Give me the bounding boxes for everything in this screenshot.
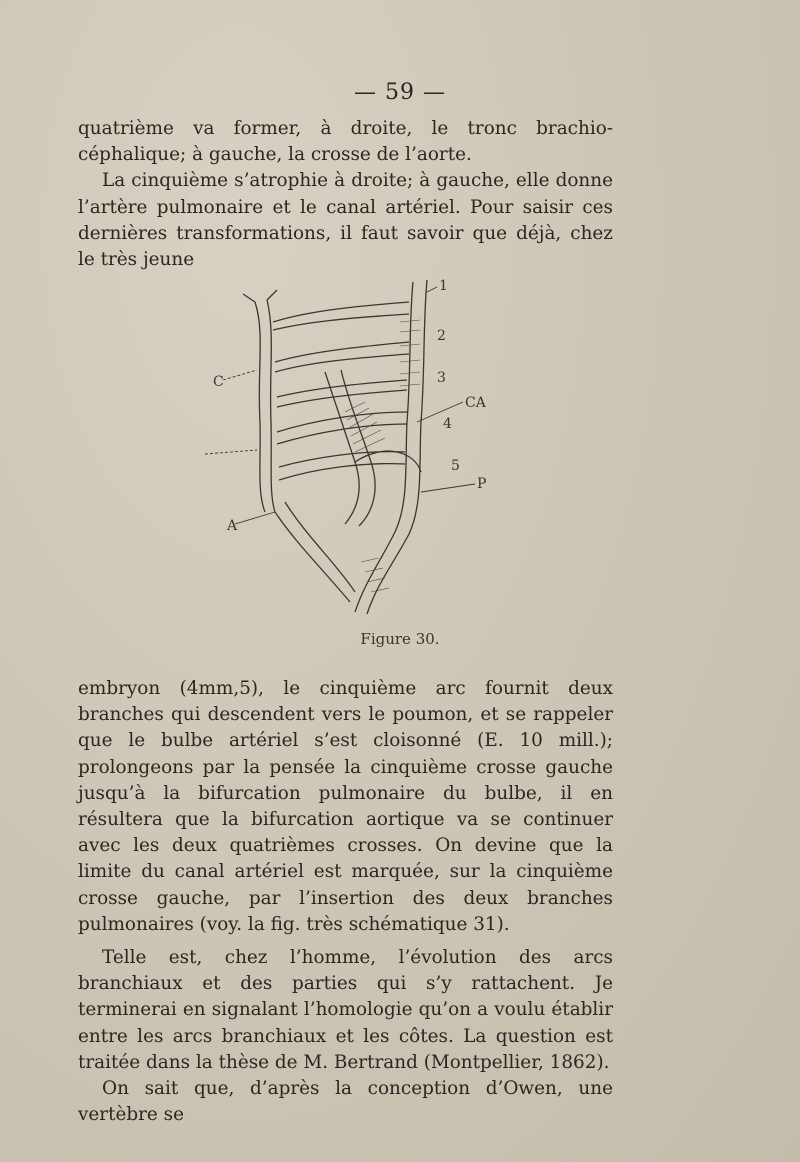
aortic-arches-drawing: [195, 262, 515, 627]
figure-label-1: 1: [439, 278, 448, 294]
text-block-top: [78, 116, 613, 273]
paragraph: quatrième va former, à droite, le tronc brachio-céphalique; à gauche, la crosse de l’aorte.: [78, 118, 613, 166]
figure-caption: Figure 30.: [360, 630, 440, 648]
figure-label-ca: CA: [465, 395, 486, 411]
anatomical-figure: [195, 262, 515, 627]
text-block-bottom: [78, 676, 613, 1128]
paragraph: La cinquième s’atrophie à droite; à gauche, elle donne l’artère pulmonaire et le canal artériel. Pour saisir ces dernières transformations, il faut savoir que déjà, chez le très jeune: [78, 170, 613, 271]
page-number: — 59 —: [354, 80, 446, 105]
figure-label-c: C: [213, 374, 224, 390]
figure-label-4: 4: [443, 416, 452, 432]
figure-label-3: 3: [437, 370, 446, 386]
figure-label-2: 2: [437, 328, 446, 344]
figure-label-p: P: [477, 476, 487, 492]
paragraph: embryon (4mm,5), le cinquième arc fournit deux branches qui descendent vers le poumon, et se rappeler que le bulbe artériel s’est cloisonné (E. 10 mill.); prolongeons par la pensée la cinquième crosse gauche jusqu’à la bifurcation pulmonaire du bulbe, il en résultera que la bifurcation aortique va se continuer avec les deux quatrièmes crosses. On devine que la limite du canal artériel est marquée, sur la cinquième crosse gauche, par l’insertion des deux branches pulmonaires (voy. la fig. très schématique 31).: [78, 678, 613, 935]
paragraph: Telle est, chez l’homme, l’évolution des arcs branchiaux et des parties qui s’y rattachent. Je terminerai en signalant l’homologie qu’on a voulu établir entre les arcs branchiaux et les côtes. La question est traitée dans la thèse de M. Bertrand (Montpellier, 1862).: [78, 947, 613, 1073]
figure-label-5: 5: [451, 458, 460, 474]
paragraph: On sait que, d’après la conception d’Owen, une vertèbre se: [78, 1078, 613, 1126]
figure-label-a: A: [227, 518, 238, 534]
